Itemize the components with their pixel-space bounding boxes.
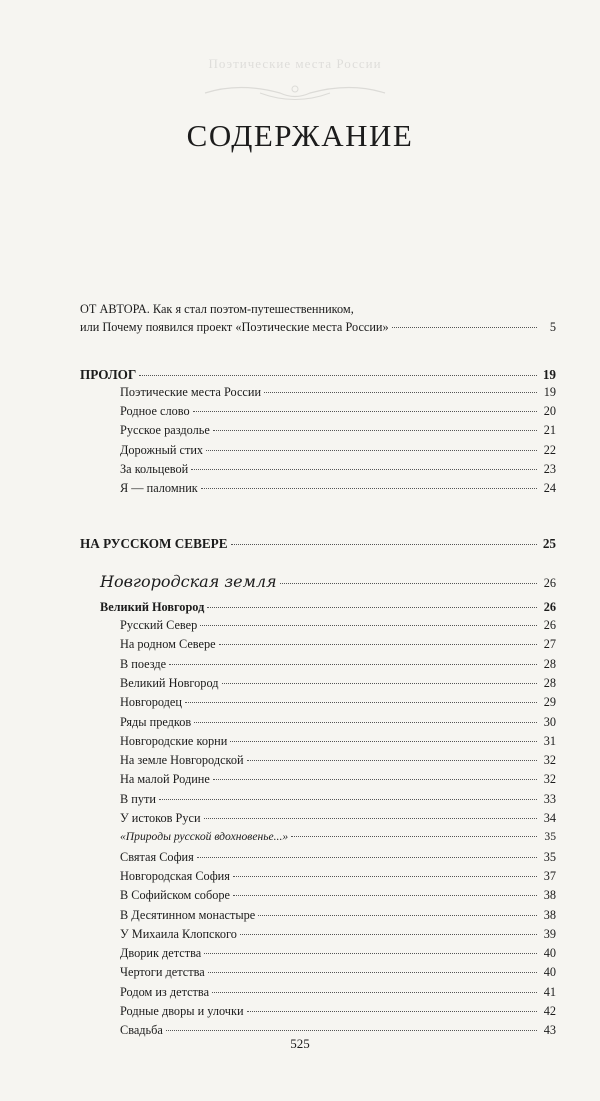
entry-label: Я — паломник	[120, 481, 198, 495]
dot-leader	[191, 469, 537, 470]
toc-section-prolog[interactable]	[80, 367, 556, 383]
dot-leader	[240, 934, 537, 935]
entry-label: В Софийском соборе	[120, 888, 230, 903]
section-label: ПРОЛОГ	[80, 367, 137, 382]
page-ref: 33	[543, 791, 556, 806]
entry-label: Русское раздолье	[120, 423, 210, 438]
preface-line-1: ОТ АВТОРА. Как я стал поэтом-путешественником,	[80, 302, 354, 316]
entry-label: Родные дворы и улочки	[120, 1004, 244, 1018]
entry-label: Новгородские корни	[120, 733, 228, 748]
page-title: СОДЕРЖАНИЕ	[186, 118, 414, 153]
toc-entry[interactable]	[120, 965, 556, 980]
subsection-label: Великий Новгород	[100, 600, 205, 614]
dot-leader	[194, 722, 537, 723]
page-ref: 37	[543, 868, 556, 883]
page-ref: 43	[543, 1023, 556, 1038]
dot-leader	[230, 741, 537, 742]
toc-entry[interactable]	[120, 985, 556, 1000]
toc-entry[interactable]	[120, 385, 556, 400]
toc-entry[interactable]	[120, 695, 556, 710]
page-ref: 23	[543, 461, 556, 476]
page-ref: 20	[543, 404, 556, 419]
entry-label: Поэтические места России	[120, 385, 262, 399]
page-ref: 19	[542, 367, 556, 382]
page-ref: 39	[543, 926, 556, 941]
toc-entry[interactable]	[120, 830, 556, 843]
dot-leader	[280, 583, 537, 584]
entry-label: Дворик детства	[120, 946, 202, 961]
dot-leader	[213, 779, 537, 780]
entry-label: «Природы русской вдохновенье...»	[120, 830, 289, 844]
page-ref: 38	[543, 907, 556, 922]
dot-leader	[392, 327, 537, 328]
dot-leader	[213, 430, 537, 431]
toc-entry[interactable]	[120, 811, 556, 826]
page-ref: 42	[543, 1004, 556, 1018]
toc-section-north[interactable]	[80, 536, 556, 552]
entry-label: В поезде	[120, 656, 167, 671]
page-number: 525	[290, 1036, 310, 1051]
entry-label: На земле Новгородской	[120, 753, 244, 768]
toc-entry[interactable]	[120, 657, 556, 672]
entry-label: Русский Север	[120, 618, 198, 632]
toc-entry[interactable]	[120, 618, 556, 633]
page-ref: 21	[543, 423, 556, 438]
dot-leader	[219, 644, 537, 645]
page-ref: 35	[544, 830, 556, 844]
page-ref: 26	[543, 618, 556, 632]
toc-entry[interactable]	[120, 404, 556, 419]
toc-entry[interactable]	[120, 908, 556, 923]
dot-leader	[247, 1011, 537, 1012]
dot-leader	[264, 392, 537, 393]
dot-leader	[204, 953, 537, 954]
page-ref: 22	[543, 442, 556, 457]
dot-leader	[197, 857, 537, 858]
toc-entry[interactable]	[120, 1004, 556, 1019]
show-through-text: Поэтические места России	[208, 56, 382, 71]
entry-label: У Михаила Клопского	[120, 926, 237, 941]
ornament-icon	[200, 80, 390, 106]
dot-leader	[207, 607, 537, 608]
page-ref: 40	[543, 965, 556, 980]
entry-label: Новгородец	[120, 695, 182, 710]
toc-entry[interactable]	[120, 753, 556, 768]
toc-entry[interactable]	[120, 850, 556, 865]
dot-leader	[233, 895, 537, 896]
toc-entry[interactable]	[120, 423, 556, 438]
toc-entry[interactable]	[120, 888, 556, 903]
dot-leader	[201, 488, 537, 489]
entry-label: Свадьба	[120, 1023, 163, 1038]
toc-entry[interactable]	[120, 792, 556, 807]
dot-leader	[193, 411, 537, 412]
dot-leader	[206, 450, 537, 451]
page-ref: 32	[543, 772, 556, 787]
region-label: Новгородская земля	[100, 572, 277, 591]
page-ref: 28	[543, 675, 556, 690]
dot-leader	[185, 702, 537, 703]
toc-entry[interactable]	[120, 946, 556, 961]
page-ref: 27	[543, 637, 556, 652]
show-through-header	[150, 50, 440, 112]
dot-leader	[222, 683, 537, 684]
toc-entry[interactable]	[120, 443, 556, 458]
page-ref: 35	[543, 849, 556, 864]
entry-label: Святая София	[120, 849, 194, 864]
dot-leader	[139, 375, 537, 376]
toc-entry[interactable]	[120, 715, 556, 730]
dot-leader	[204, 818, 537, 819]
page-ref: 19	[543, 385, 556, 399]
entry-label: Новгородская София	[120, 868, 230, 883]
page-ref: 25	[542, 536, 556, 551]
entry-label: На родном Севере	[120, 637, 216, 652]
dot-leader	[169, 664, 537, 665]
dot-leader	[166, 1030, 537, 1031]
page-ref: 40	[543, 946, 556, 961]
dot-leader	[291, 836, 537, 837]
entry-label: Чертоги детства	[120, 965, 205, 980]
dot-leader	[231, 544, 537, 545]
entry-label: В пути	[120, 791, 156, 806]
dot-leader	[159, 799, 537, 800]
page-ref: 26	[543, 600, 556, 614]
entry-label: В Десятинном монастыре	[120, 907, 256, 922]
entry-label: Ряды предков	[120, 714, 192, 729]
page-ref: 24	[543, 481, 556, 495]
toc-entry[interactable]	[120, 869, 556, 884]
dot-leader	[208, 972, 537, 973]
page-ref: 38	[543, 888, 556, 903]
page-ref: 28	[543, 656, 556, 671]
entry-label: Родное слово	[120, 404, 190, 419]
entry-label: У истоков Руси	[120, 811, 201, 825]
section-label: НА РУССКОМ СЕВЕРЕ	[80, 536, 228, 551]
entry-label: За кольцевой	[120, 461, 189, 476]
page-ref: 29	[543, 695, 556, 710]
page-ref: 32	[543, 753, 556, 768]
entry-label: Великий Новгород	[120, 675, 219, 690]
dot-leader	[200, 625, 537, 626]
toc-entry[interactable]	[120, 676, 556, 691]
toc-entry[interactable]	[120, 772, 556, 787]
dot-leader	[247, 760, 537, 761]
entry-label: Родом из детства	[120, 984, 210, 999]
toc-entry[interactable]	[120, 734, 556, 749]
entry-label: На малой Родине	[120, 772, 210, 787]
preface-line-2: или Почему появился проект «Поэтические места России»	[80, 320, 389, 334]
toc-entry[interactable]	[120, 462, 556, 477]
toc-region-novgorod[interactable]	[100, 572, 556, 591]
toc-entry[interactable]	[120, 481, 556, 496]
page-ref: 31	[543, 733, 556, 748]
page-ref: 26	[543, 576, 556, 590]
toc-entry[interactable]	[120, 927, 556, 942]
page-ref: 30	[543, 714, 556, 729]
dot-leader	[233, 876, 537, 877]
entry-label: Дорожный стих	[120, 442, 204, 457]
page-ref: 41	[543, 984, 556, 999]
toc-entry[interactable]	[120, 637, 556, 652]
toc-subsection-city[interactable]	[100, 600, 556, 615]
page-ref: 5	[549, 320, 556, 334]
dot-leader	[258, 915, 537, 916]
page-ref: 34	[543, 811, 556, 825]
dot-leader	[212, 992, 537, 993]
